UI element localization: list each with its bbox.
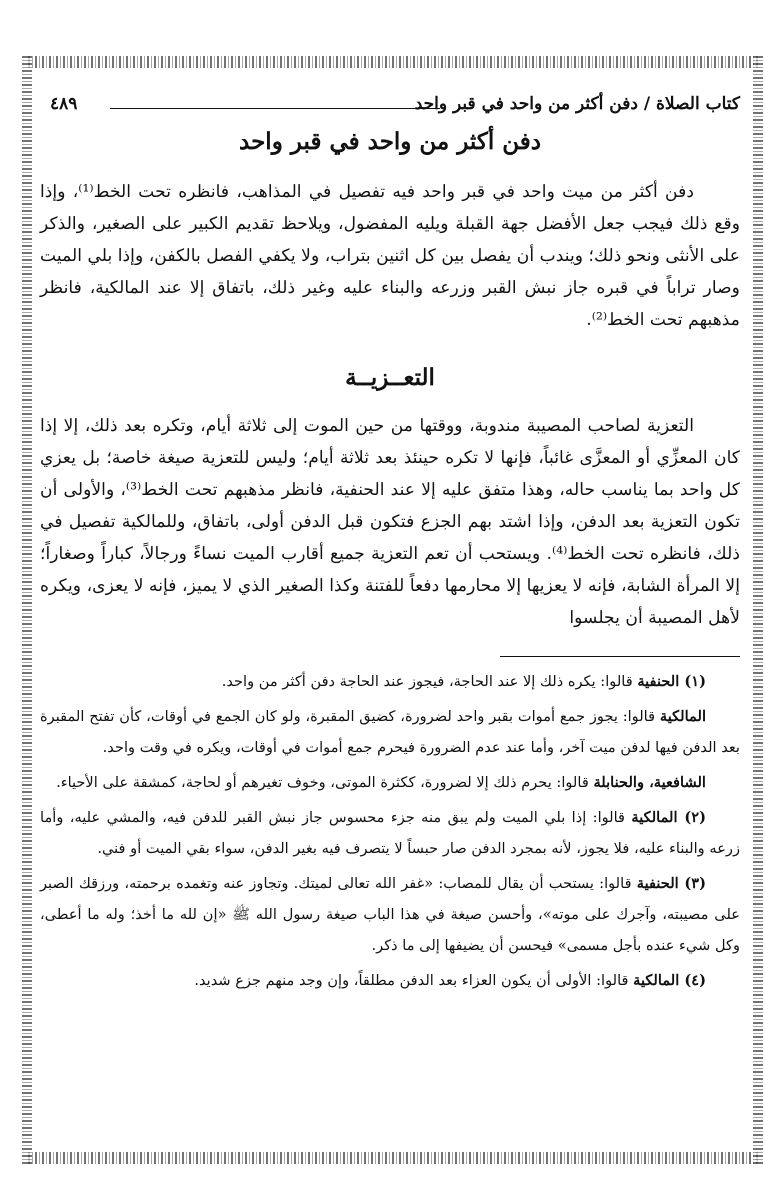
footnote-text: قالوا: إذا بلي الميت ولم يبق منه جزء محسوس جاز نبش القبر للدفن فيه، والمشي عليه، وأما زرعه والبناء عليه، فلا يجوز، لأنه بمجرد الدفن صار حبساً لا يتصرف فيه بغير الدفن، سواء بقي الميت أو فني. bbox=[40, 809, 740, 857]
running-header-rule bbox=[110, 108, 440, 109]
page-number: ٤٨٩ bbox=[50, 94, 78, 114]
ornamental-border-top bbox=[28, 56, 759, 68]
section-title-burial: دفن أكثر من واحد في قبر واحد bbox=[239, 128, 541, 155]
footnote bbox=[40, 767, 740, 798]
footnote-text: قالوا: الأولى أن يكون العزاء بعد الدفن مطلقاً، وإن وجد منهم جزع شديد. bbox=[194, 972, 634, 989]
running-header bbox=[40, 94, 740, 124]
footnote-text: قالوا: يجوز جمع أموات بقبر واحد لضرورة، كضيق المقبرة، ولو كان الجمع في أوقات، كأن تفتح المقبرة بعد الدفن فيها لدفن ميت آخر، وأما عند عدم الضرورة فيحرم جمع أموات في أوقات، ويكره في وقت واحد. bbox=[40, 708, 740, 756]
body-paragraph-burial: دفن أكثر من ميت واحد في قبر واحد فيه تفصيل في المذاهب، فانظره تحت الخط⁽¹⁾، وإذا وقع ذلك فيجب جعل الأفضل جهة القبلة ويليه المفضول، ويلاحظ تقديم الكبير على الصغير، والذكر على الأنثى ونحو ذلك؛ ويندب أن يفصل بين كل اثنين بتراب، ولا يكفي الفصل بالكفن، وإذا بلي الميت وصار تراباً في قبره جاز نبش القبر وزرعه والبناء عليه وغير ذلك، باتفاق إلا عند المالكية، فانظر مذهبهم تحت الخط⁽²⁾. bbox=[40, 182, 740, 330]
ornamental-border-left bbox=[22, 56, 32, 1164]
footnote-label: (٣) الحنفية bbox=[636, 875, 706, 892]
footnote-text: قالوا: يستحب أن يقال للمصاب: «غفر الله تعالى لميتك. وتجاوز عنه وتغمده برحمته، ورزقك الصبر على مصيبته، وآجرك على موته»، وأحسن صيغة في هذا الباب صيغة رسول الله ﷺ «إن لله ما أخذ؛ وله ما أعطى، وكل شيء عنده بأجل مسمى» فيحسن أن يضيفها إلى ما ذكر. bbox=[40, 875, 740, 954]
ornamental-border-right bbox=[753, 56, 763, 1164]
footnote-label: (٤) المالكية bbox=[633, 972, 706, 989]
footnote-text: قالوا: يحرم ذلك إلا لضرورة، ككثرة الموتى، وخوف تغيرهم أو لحاجة، كمشقة على الأحياء. bbox=[56, 774, 594, 791]
running-header-title: كتاب الصلاة / دفن أكثر من واحد في قبر واحد bbox=[414, 94, 740, 114]
footnote bbox=[40, 868, 740, 961]
footnotes bbox=[40, 666, 740, 1000]
footnote bbox=[40, 666, 740, 697]
footnote bbox=[40, 701, 740, 763]
footnote-label: المالكية bbox=[659, 708, 706, 725]
footnote bbox=[40, 965, 740, 996]
footnote-separator bbox=[500, 656, 740, 657]
footnote bbox=[40, 802, 740, 864]
footnote-label: الشافعية، والحنابلة bbox=[593, 774, 706, 791]
ornamental-border-bottom bbox=[28, 1152, 759, 1164]
footnote-label: (٢) المالكية bbox=[631, 809, 706, 826]
body-paragraph-condolence: التعزية لصاحب المصيبة مندوبة، ووقتها من حين الموت إلى ثلاثة أيام، وتكره بعد ذلك، إلا إذا كان المعزِّي أو المعزَّى غائباً، فإنها لا تكره حينئذ بعد ثلاثة أيام؛ وليس للتعزية صيغة خاصة؛ بل يعزي كل واحد بما يناسب حاله، وهذا متفق عليه إلا عند الحنفية، فانظر مذهبهم تحت الخط⁽³⁾، والأولى أن تكون التعزية بعد الدفن، وإذا اشتد بهم الجزع فتكون قبل الدفن أولى، باتفاق، وللمالكية تفصيل في ذلك، فانظره تحت الخط⁽⁴⁾. ويستحب أن تعم التعزية جميع أقارب الميت نساءً ورجالاً، كباراً وصغاراً؛ إلا المرأة الشابة، فإنه لا يعزيها إلا محارمها دفعاً للفتنة وكذا الصغير الذي لا يميز، فإنه لا يعزى، ويكره لأهل المصيبة أن يجلسوا bbox=[40, 416, 740, 628]
footnote-label: (١) الحنفية bbox=[637, 673, 706, 690]
section-title-condolence: التعــزيــة bbox=[345, 364, 435, 391]
footnote-text: قالوا: يكره ذلك إلا عند الحاجة، فيجوز عند الحاجة دفن أكثر من واحد. bbox=[221, 673, 638, 690]
